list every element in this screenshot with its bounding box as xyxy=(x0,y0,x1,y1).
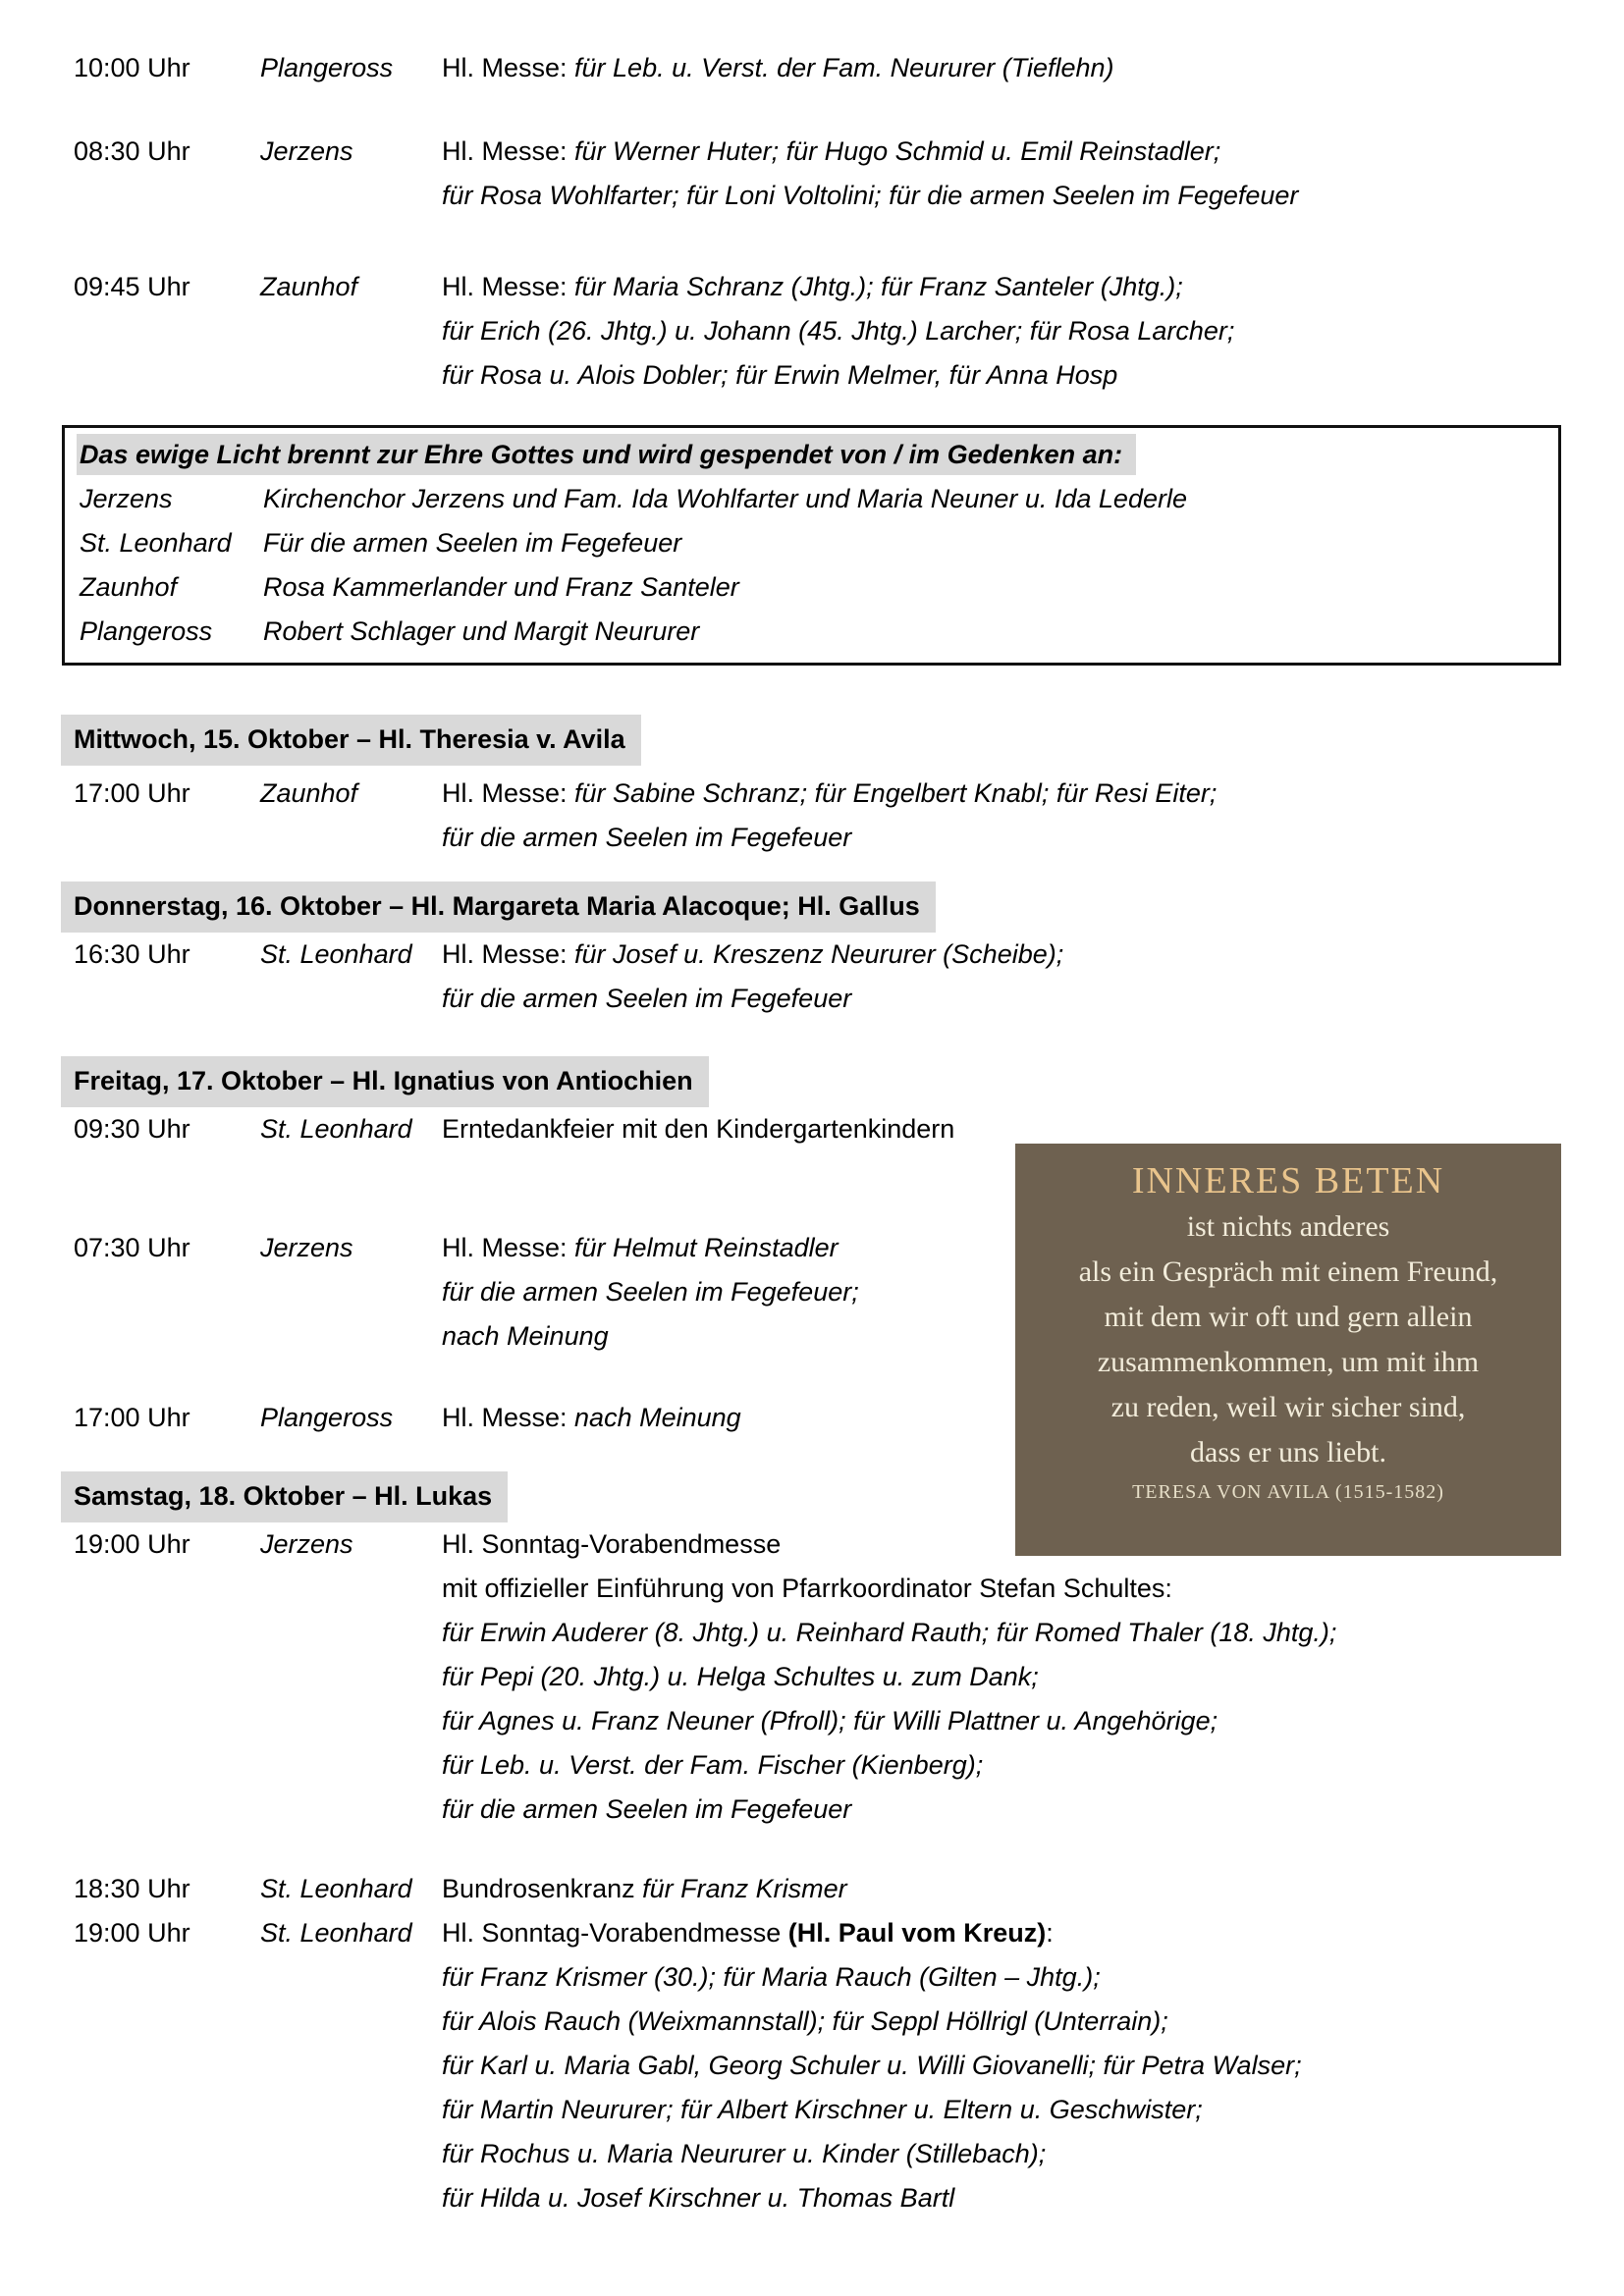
intention-text: für Franz Krismer (30.); für Maria Rauch (Gilten – Jhtg.); xyxy=(442,1962,1101,1992)
location-cell: Jerzens xyxy=(260,1233,353,1262)
donor-text: Kirchenchor Jerzens und Fam. Ida Wohlfarter und Maria Neuner u. Ida Lederle xyxy=(263,484,1187,513)
description-line xyxy=(442,2000,1624,2044)
description-line xyxy=(442,933,1624,977)
description-line xyxy=(442,1611,1624,1655)
description-line xyxy=(442,265,1624,309)
description-line xyxy=(442,174,1624,218)
quote-line: mit dem wir oft und gern allein xyxy=(1104,1301,1473,1333)
description-line xyxy=(442,1743,1624,1788)
location-cell: Zaunhof xyxy=(260,272,358,301)
eternal-light-row xyxy=(77,610,1558,654)
location-cell: St. Leonhard xyxy=(260,1918,412,1948)
quote-line: zu reden, weil wir sicher sind, xyxy=(1110,1391,1466,1423)
description-line xyxy=(442,309,1624,353)
day-heading: Donnerstag, 16. Oktober – Hl. Margareta Maria Alacoque; Hl. Gallus xyxy=(61,881,936,933)
intention-text: für Josef u. Kreszenz Neururer (Scheibe); xyxy=(574,939,1064,969)
location-cell: Zaunhof xyxy=(260,778,358,808)
description xyxy=(442,933,1624,1021)
time-cell: 19:00 Uhr xyxy=(74,1529,190,1559)
event-label: Bundrosenkranz xyxy=(442,1874,643,1903)
description-line xyxy=(442,1567,1624,1611)
mass-label: Hl. Messe: xyxy=(442,1403,575,1432)
intention-text: für Leb. u. Verst. der Fam. Fischer (Kienberg); xyxy=(442,1750,984,1780)
time-cell: 19:00 Uhr xyxy=(74,1918,190,1948)
description-line xyxy=(442,2044,1624,2088)
note-text: mit offizieller Einführung von Pfarrkoordinator Stefan Schultes: xyxy=(442,1574,1172,1603)
schedule-entry xyxy=(74,772,1624,860)
location-cell: St. Leonhard xyxy=(260,939,412,969)
day-heading: Freitag, 17. Oktober – Hl. Ignatius von Antiochien xyxy=(61,1056,709,1107)
description-line xyxy=(442,2176,1624,2220)
description xyxy=(442,1522,1624,1832)
location-cell: Plangeross xyxy=(80,616,213,646)
description-line xyxy=(442,1788,1624,1832)
schedule-entry xyxy=(74,1867,1624,1911)
eternal-light-header: Das ewige Licht brennt zur Ehre Gottes und wird gespendet von / im Gedenken an: xyxy=(77,434,1136,475)
quote-line: dass er uns liebt. xyxy=(1190,1436,1386,1468)
intention-text: nach Meinung xyxy=(574,1403,741,1432)
quote-title: INNERES BETEN xyxy=(1131,1160,1445,1201)
schedule-entry xyxy=(74,130,1624,218)
intention-text: für Leb. u. Verst. der Fam. Neururer (Tieflehn) xyxy=(574,53,1114,82)
description xyxy=(442,772,1624,860)
event-label: Erntedankfeier mit den Kindergartenkindern xyxy=(442,1114,955,1144)
intention-text: für die armen Seelen im Fegefeuer xyxy=(442,984,852,1013)
location-cell: St. Leonhard xyxy=(260,1874,412,1903)
location-cell: Jerzens xyxy=(260,136,353,166)
day-section-donnerstag xyxy=(0,860,1624,1021)
quote-attribution: TERESA VON AVILA (1515-1582) xyxy=(1132,1481,1444,1503)
quote-line: als ein Gespräch mit einem Freund, xyxy=(1078,1255,1498,1288)
quote-line: ist nichts anderes xyxy=(1186,1210,1390,1243)
description-line xyxy=(442,1655,1624,1699)
location-cell: St. Leonhard xyxy=(80,528,232,558)
description-line xyxy=(442,2132,1624,2176)
mass-label: Hl. Sonntag-Vorabendmesse xyxy=(442,1918,788,1948)
feast-label: (Hl. Paul vom Kreuz) xyxy=(787,1918,1047,1948)
location-cell: Jerzens xyxy=(80,484,173,513)
intention-text: für Rosa u. Alois Dobler; für Erwin Melmer, für Anna Hosp xyxy=(442,360,1118,390)
eternal-light-row xyxy=(77,521,1558,565)
location-cell: St. Leonhard xyxy=(260,1114,412,1144)
quote-line: zusammenkommen, um mit ihm xyxy=(1097,1346,1480,1378)
description xyxy=(442,46,1624,90)
day-heading: Mittwoch, 15. Oktober – Hl. Theresia v. Avila xyxy=(61,715,641,766)
intention-text: für Helmut Reinstadler xyxy=(574,1233,839,1262)
mass-label: Hl. Sonntag-Vorabendmesse xyxy=(442,1529,782,1559)
mass-label: Hl. Messe: xyxy=(442,939,575,969)
time-cell: 07:30 Uhr xyxy=(74,1233,190,1262)
description xyxy=(442,1911,1624,2220)
intention-text: für Erwin Auderer (8. Jhtg.) u. Reinhard Rauth; für Romed Thaler (18. Jhtg.); xyxy=(442,1618,1337,1647)
time-cell: 08:30 Uhr xyxy=(74,136,190,166)
schedule-entry xyxy=(74,46,1624,90)
description-line xyxy=(442,2088,1624,2132)
colon-text: : xyxy=(1046,1918,1054,1948)
schedule-entry xyxy=(74,265,1624,398)
intention-text: für Rosa Wohlfarter; für Loni Voltolini; für die armen Seelen im Fegefeuer xyxy=(442,181,1299,210)
intention-text: für Sabine Schranz; für Engelbert Knabl; für Resi Eiter; xyxy=(574,778,1218,808)
description-line xyxy=(442,1867,1624,1911)
top-schedule xyxy=(0,46,1624,398)
location-cell: Jerzens xyxy=(260,1529,353,1559)
intention-text: für Hilda u. Josef Kirschner u. Thomas Bartl xyxy=(442,2183,955,2213)
mass-label: Hl. Messe: xyxy=(442,136,575,166)
description-line xyxy=(442,353,1624,398)
description-line xyxy=(442,977,1624,1021)
eternal-light-row xyxy=(77,477,1558,521)
description-line xyxy=(442,816,1624,860)
description xyxy=(442,130,1624,218)
time-cell: 17:00 Uhr xyxy=(74,1403,190,1432)
day-heading: Samstag, 18. Oktober – Hl. Lukas xyxy=(61,1471,508,1522)
description-line xyxy=(442,46,1624,90)
day-section-mittwoch xyxy=(0,666,1624,860)
intention-text: für Agnes u. Franz Neuner (Pfroll); für Willi Plattner u. Angehörige; xyxy=(442,1706,1218,1735)
intention-text: für Franz Krismer xyxy=(642,1874,847,1903)
mass-label: Hl. Messe: xyxy=(442,53,575,82)
description xyxy=(442,1867,1624,1911)
eternal-light-box xyxy=(62,425,1561,666)
location-cell: Zaunhof xyxy=(80,572,178,602)
location-cell: Plangeross xyxy=(260,53,394,82)
description-line xyxy=(442,130,1624,174)
time-cell: 09:45 Uhr xyxy=(74,272,190,301)
mass-label: Hl. Messe: xyxy=(442,272,575,301)
intention-text: für Martin Neururer; für Albert Kirschner u. Eltern u. Geschwister; xyxy=(442,2095,1203,2124)
donor-text: Für die armen Seelen im Fegefeuer xyxy=(263,528,682,558)
time-cell: 10:00 Uhr xyxy=(74,53,190,82)
description-line xyxy=(442,1699,1624,1743)
description xyxy=(442,265,1624,398)
intention-text: für Rochus u. Maria Neururer u. Kinder (Stillebach); xyxy=(442,2139,1047,2168)
eternal-light-row xyxy=(77,565,1558,610)
day-section-samstag xyxy=(0,1440,1624,2220)
intention-text: für Pepi (20. Jhtg.) u. Helga Schultes u. zum Dank; xyxy=(442,1662,1039,1691)
donor-text: Robert Schlager und Margit Neururer xyxy=(263,616,700,646)
quote-image xyxy=(1015,1144,1561,1556)
location-cell: Plangeross xyxy=(260,1403,394,1432)
description-line xyxy=(442,1911,1624,1955)
intention-text: für die armen Seelen im Fegefeuer; xyxy=(442,1277,859,1307)
mass-label: Hl. Messe: xyxy=(442,1233,575,1262)
time-cell: 17:00 Uhr xyxy=(74,778,190,808)
intention-text: für Werner Huter; für Hugo Schmid u. Emil Reinstadler; xyxy=(574,136,1221,166)
intention-text: für Erich (26. Jhtg.) u. Johann (45. Jhtg.) Larcher; für Rosa Larcher; xyxy=(442,316,1235,346)
time-cell: 18:30 Uhr xyxy=(74,1874,190,1903)
intention-text: für die armen Seelen im Fegefeuer xyxy=(442,823,852,852)
intention-text: für Karl u. Maria Gabl, Georg Schuler u. Willi Giovanelli; für Petra Walser; xyxy=(442,2051,1302,2080)
intention-text: nach Meinung xyxy=(442,1321,609,1351)
schedule-entry xyxy=(74,933,1624,1021)
intention-text: für Maria Schranz (Jhtg.); für Franz Santeler (Jhtg.); xyxy=(574,272,1183,301)
schedule-entry xyxy=(74,1522,1624,1832)
time-cell: 09:30 Uhr xyxy=(74,1114,190,1144)
donor-text: Rosa Kammerlander und Franz Santeler xyxy=(263,572,739,602)
intention-text: für Alois Rauch (Weixmannstall); für Seppl Höllrigl (Unterrain); xyxy=(442,2006,1168,2036)
schedule-entry xyxy=(74,1911,1624,2220)
description-line xyxy=(442,1955,1624,2000)
description-line xyxy=(442,772,1624,816)
time-cell: 16:30 Uhr xyxy=(74,939,190,969)
mass-label: Hl. Messe: xyxy=(442,778,575,808)
intention-text: für die armen Seelen im Fegefeuer xyxy=(442,1794,852,1824)
